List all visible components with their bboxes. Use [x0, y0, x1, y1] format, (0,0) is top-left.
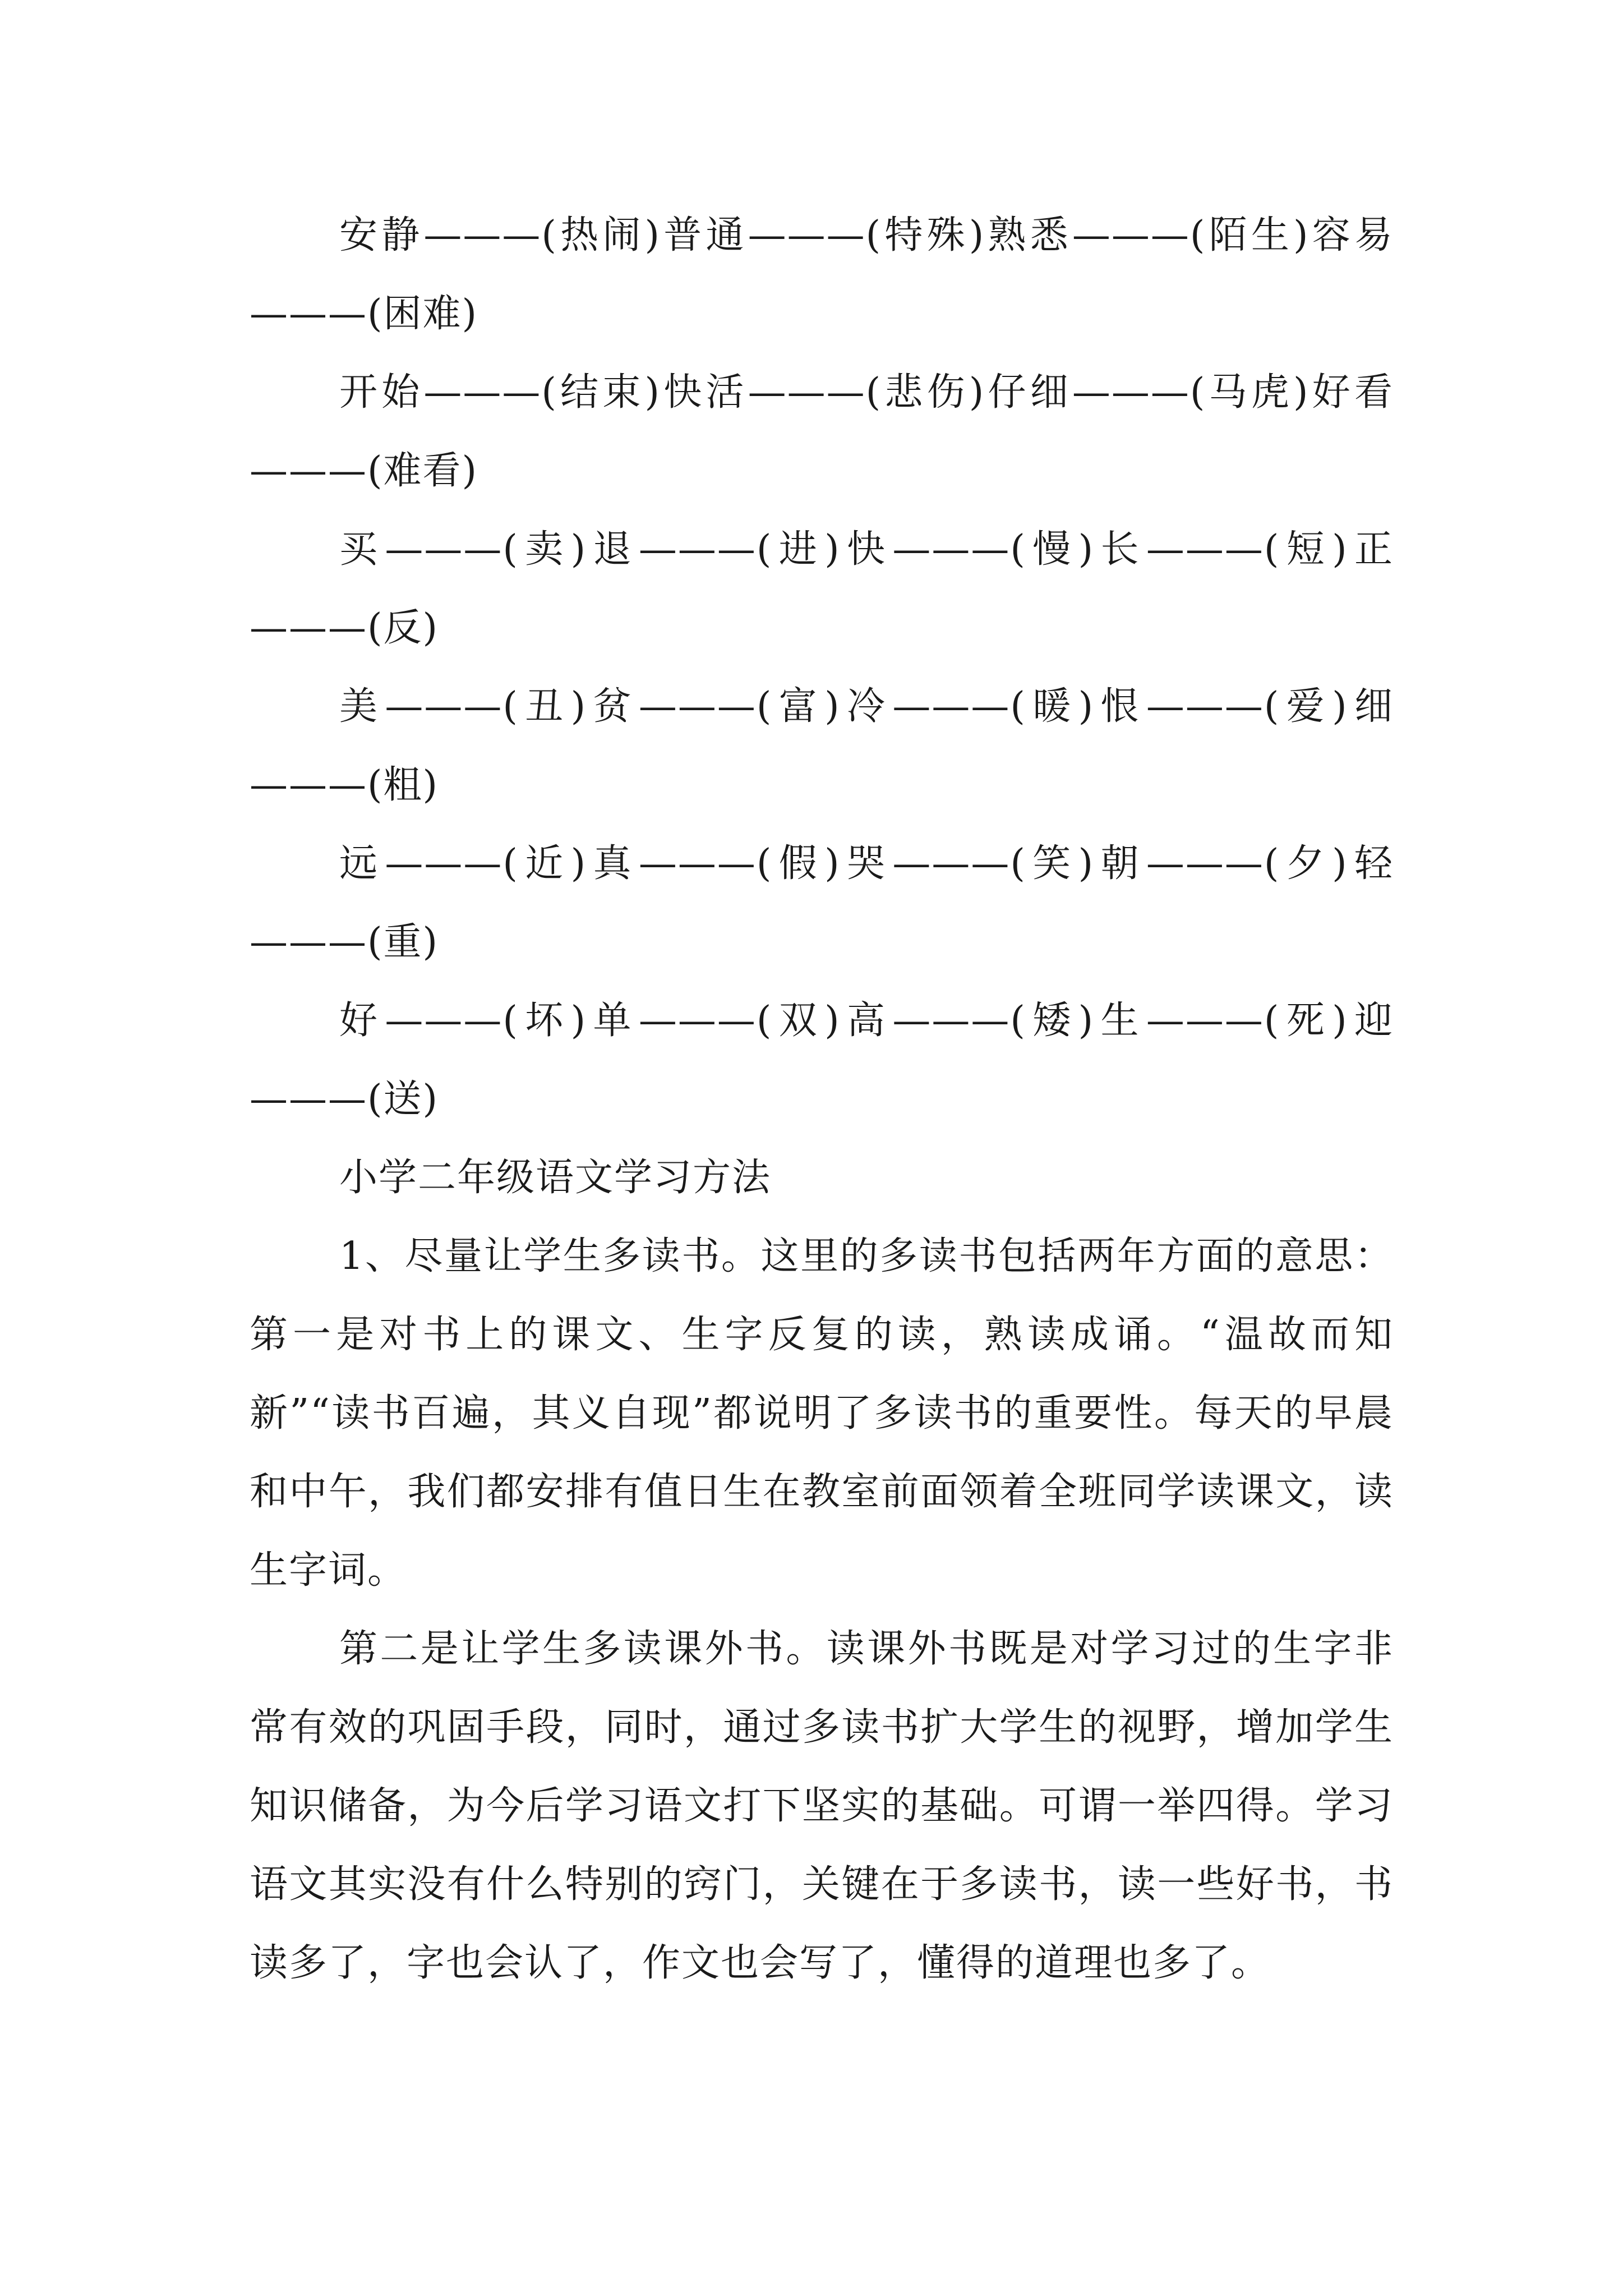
antonym-line-4: 美———(丑)贫———(富)冷———(暖)恨———(爱)细———(粗) [250, 684, 1394, 807]
antonym-line-5: 远———(近)真———(假)哭———(笑)朝———(夕)轻———(重) [250, 841, 1394, 964]
section-heading: 小学二年级语文学习方法 [339, 1156, 772, 1200]
antonym-line-6: 好———(坏)单———(双)高———(矮)生———(死)迎———(送) [250, 999, 1394, 1121]
document-body [250, 196, 1394, 2003]
method-paragraph-1: 1、尽量让学生多读书。这里的多读书包括两年方面的意思：第一是对书上的课文、生字反复的读，熟读成诵。“温故而知新”“读书百遍，其义自现”都说明了多读书的重要性。每天的早晨和中午，我们都安排有值日生在教室前面领着全班同学读课文，读生字词。 [250, 1234, 1394, 1593]
antonym-line-1: 安静———(热闹)普通———(特殊)熟悉———(陌生)容易———(困难) [250, 213, 1394, 336]
antonym-line-2: 开始———(结束)快活———(悲伤)仔细———(马虎)好看———(难看) [250, 370, 1394, 493]
method-paragraph-2: 第二是让学生多读课外书。读课外书既是对学习过的生字非常有效的巩固手段，同时，通过多读书扩大学生的视野，增加学生知识储备，为今后学习语文打下坚实的基础。可谓一举四得。学习语文其实没有什么特别的窍门，关键在于多读书，读一些好书，书读多了，字也会认了，作文也会写了，懂得的道理也多了。 [250, 1627, 1394, 1985]
antonym-line-3: 买———(卖)退———(进)快———(慢)长———(短)正———(反) [250, 527, 1394, 650]
